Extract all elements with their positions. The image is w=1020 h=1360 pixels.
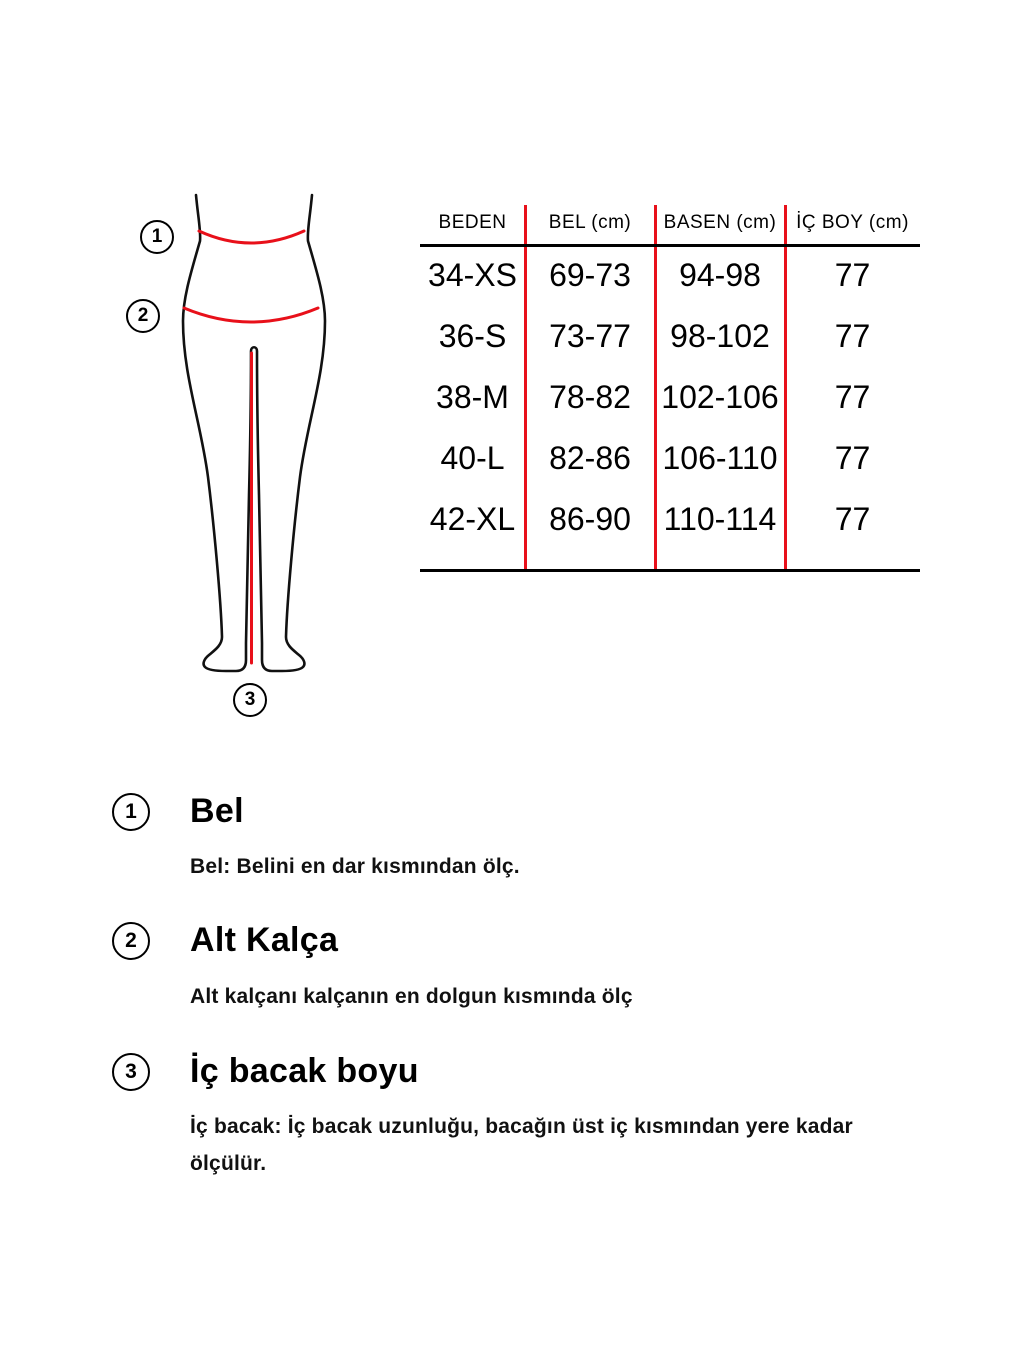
cell-hip: 98-102 (670, 318, 770, 354)
cell-hip: 94-98 (679, 257, 761, 293)
cell-hip: 102-106 (661, 379, 779, 415)
figure-marker-inseam: 3 (233, 683, 267, 717)
table-body (420, 245, 920, 550)
cell-inseam: 77 (834, 257, 871, 293)
legend-title-bel: Bel (190, 792, 244, 830)
legend-title-ic-bacak: İç bacak boyu (190, 1052, 419, 1090)
cell-size: 34-XS (428, 257, 517, 293)
legend-title-alt-kalca: Alt Kalça (190, 921, 339, 959)
cell-inseam: 77 (834, 379, 871, 415)
size-table (420, 200, 920, 572)
legend-desc-ic-bacak: İç bacak: İç bacak uzunluğu, bacağın üst iç kısmından yere kadar ölçülür. (190, 1115, 853, 1175)
cell-inseam: 77 (834, 318, 871, 354)
cell-inseam: 77 (834, 440, 871, 476)
waist-measure-line (199, 231, 304, 243)
cell-size: 36-S (438, 318, 507, 354)
leg-outline-path (183, 195, 325, 671)
cell-inseam: 77 (834, 501, 871, 537)
figure-marker-hip: 2 (126, 299, 160, 333)
hip-measure-line (184, 308, 318, 322)
header-bel: BEL (cm) (548, 211, 632, 233)
legend-marker-1: 1 (112, 793, 150, 831)
header-basen: BASEN (cm) (663, 211, 777, 233)
cell-size: 42-XL (429, 501, 516, 537)
cell-waist: 69-73 (549, 257, 631, 293)
cell-size: 40-L (440, 440, 505, 476)
cell-waist: 73-77 (549, 318, 631, 354)
cell-size: 38-M (436, 379, 509, 415)
header-ic-boy: İÇ BOY (cm) (796, 211, 909, 233)
cell-waist: 86-90 (549, 501, 631, 537)
cell-hip: 110-114 (663, 501, 777, 537)
table-bottom-line (420, 569, 920, 572)
legend-marker-2: 2 (112, 922, 150, 960)
cell-waist: 82-86 (549, 440, 631, 476)
legend-desc-alt-kalca: Alt kalçanı kalçanın en dolgun kısmında ölç (190, 985, 633, 1008)
header-beden: BEDEN (438, 211, 507, 233)
legend-desc-bel: Bel: Belini en dar kısmından ölç. (190, 855, 520, 878)
figure-marker-waist: 1 (140, 220, 174, 254)
table-header-row (420, 200, 920, 245)
cell-waist: 78-82 (549, 379, 631, 415)
pants-figure-illustration (80, 185, 340, 715)
cell-hip: 106-110 (662, 440, 778, 476)
legend-marker-3: 3 (112, 1053, 150, 1091)
